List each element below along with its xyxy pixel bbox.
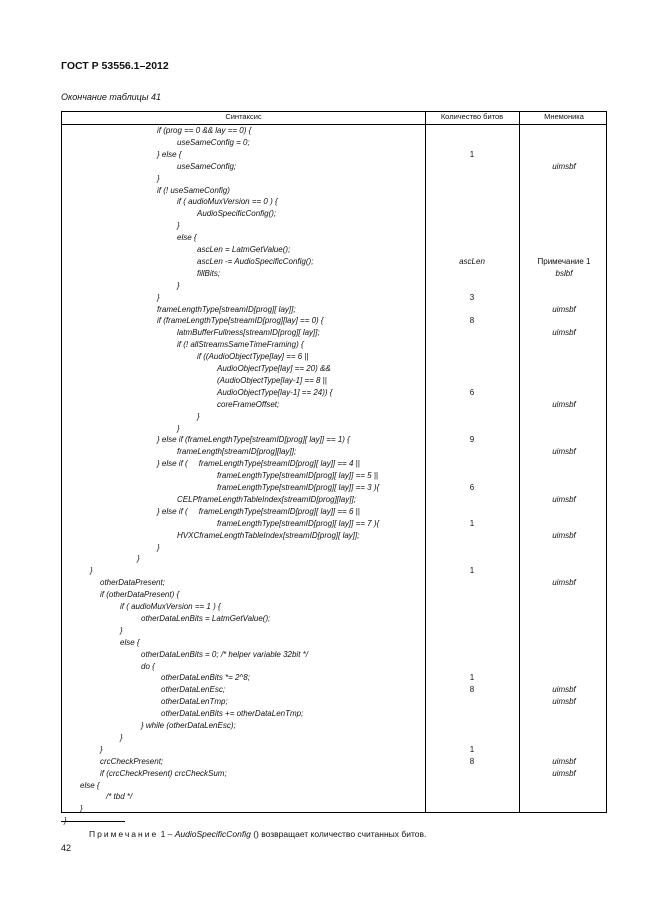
table-row <box>62 542 606 553</box>
syntax-cell: frameLengthType[streamID[prog][ lay]]; <box>157 304 296 314</box>
table-row <box>62 780 606 791</box>
table-row <box>62 458 606 469</box>
syntax-cell: otherDataLenEsc; <box>161 685 226 695</box>
syntax-cell: else { <box>80 780 100 790</box>
syntax-cell: } <box>157 542 160 552</box>
bits-cell: 1 <box>469 566 475 576</box>
table-row <box>62 791 606 802</box>
syntax-cell: } <box>177 280 180 290</box>
syntax-cell: AudioSpecificConfig(); <box>197 209 277 219</box>
mnemonic-cell: uimsbf <box>552 399 576 409</box>
mnemonic-cell: uimsbf <box>552 578 576 588</box>
table-row <box>62 315 606 326</box>
syntax-cell: if ((AudioObjectType[lay] == 6 || <box>197 352 309 362</box>
table-row <box>62 399 606 410</box>
bits-cell: 9 <box>469 435 475 445</box>
mnemonic-cell: uimsbf <box>552 530 576 540</box>
table-row <box>62 506 606 517</box>
syntax-cell: otherDataPresent; <box>100 578 165 588</box>
bits-cell: 6 <box>469 483 475 492</box>
syntax-cell: /* tbd */ <box>106 792 133 802</box>
mnemonic-cell: uimsbf <box>552 328 576 338</box>
syntax-cell: else { <box>177 233 197 243</box>
table-row <box>62 637 606 648</box>
syntax-cell: } <box>90 566 93 576</box>
bits-cell: 1 <box>469 149 475 159</box>
syntax-cell: if (frameLengthType[streamID[prog][lay] == 0) { <box>157 316 324 326</box>
syntax-cell: if ( audioMuxVersion == 1 ) { <box>120 602 221 611</box>
syntax-cell: fillBits; <box>197 268 221 278</box>
mnemonic-cell: uimsbf <box>552 756 576 766</box>
syntax-cell: } <box>64 816 67 826</box>
mnemonic-cell: uimsbf <box>552 685 576 695</box>
table-row <box>62 220 606 231</box>
syntax-cell: } else if ( frameLengthType[streamID[prog][ lay]] == 4 || <box>157 459 360 469</box>
syntax-cell: } <box>177 423 180 433</box>
table-row <box>62 173 606 184</box>
table-row <box>62 434 606 445</box>
table-row <box>62 149 606 160</box>
footnote-term: AudioSpecificConfig <box>174 829 251 839</box>
syntax-cell: } <box>100 744 103 754</box>
mnemonic-cell: uimsbf <box>552 697 576 707</box>
table-row <box>62 661 606 672</box>
syntax-cell: ascLen = LatmGetValue(); <box>197 245 291 254</box>
mnemonic-cell: uimsbf <box>552 768 576 778</box>
table-row <box>62 565 606 576</box>
syntax-cell: coreFrameOffset; <box>217 399 280 409</box>
footnote-separator <box>61 821 125 822</box>
syntax-cell: frameLengthType[streamID[prog][ lay]] == 7 ){ <box>217 518 380 528</box>
table-row <box>62 387 606 398</box>
syntax-table <box>61 111 607 826</box>
syntax-cell: } <box>80 804 83 814</box>
table-row <box>62 518 606 529</box>
table-row <box>62 446 606 457</box>
table-header <box>62 112 606 125</box>
table-row <box>62 672 606 683</box>
table-row <box>62 756 606 767</box>
standard-designation: ГОСТ Р 53556.1–2012 <box>61 60 169 72</box>
table-row <box>62 530 606 541</box>
table-row <box>62 649 606 660</box>
bits-cell: 8 <box>469 685 475 695</box>
syntax-cell: } <box>177 221 180 231</box>
table-row <box>62 185 606 196</box>
bits-cell: 8 <box>469 756 475 766</box>
syntax-cell: } else { <box>157 149 182 159</box>
table-row <box>62 601 606 612</box>
syntax-cell: if ( audioMuxVersion == 0 ) { <box>177 197 278 207</box>
syntax-cell: } else if ( frameLengthType[streamID[prog][ lay]] == 6 || <box>157 506 360 516</box>
syntax-cell: } <box>197 411 200 421</box>
syntax-cell: } <box>120 625 123 635</box>
table-row <box>62 304 606 315</box>
table-row <box>62 292 606 303</box>
table-row <box>62 256 606 267</box>
table-row <box>62 494 606 505</box>
syntax-cell: else { <box>120 637 140 647</box>
table-row <box>62 732 606 743</box>
mnemonic-cell: uimsbf <box>552 494 576 504</box>
syntax-cell: otherDataLenBits += otherDataLenTmp; <box>161 709 304 719</box>
syntax-cell: } <box>157 292 160 302</box>
table-row <box>62 768 606 779</box>
syntax-cell: (AudioObjectType[lay-1] == 8 || <box>217 375 327 385</box>
table-row <box>62 339 606 350</box>
footnote-number: 1 <box>158 829 166 839</box>
mnemonic-cell: bslbf <box>555 268 573 278</box>
syntax-cell: do { <box>141 661 155 671</box>
bits-cell: 1 <box>469 673 475 683</box>
table-row <box>62 803 606 814</box>
syntax-cell: AudioObjectType[lay-1] == 24)) { <box>217 387 333 397</box>
table-row <box>62 625 606 636</box>
syntax-cell: ascLen -= AudioSpecificConfig(); <box>197 256 314 266</box>
table-row <box>62 137 606 148</box>
syntax-cell: frameLengthType[streamID[prog][ lay]] == 5 || <box>217 471 378 481</box>
table-row <box>62 196 606 207</box>
syntax-cell: otherDataLenBits = LatmGetValue(); <box>141 613 271 623</box>
table-row <box>62 589 606 600</box>
bits-cell: 1 <box>469 744 475 754</box>
syntax-cell: if (! useSameConfig) <box>157 185 230 195</box>
table-row <box>62 423 606 434</box>
syntax-cell: if (crcCheckPresent) crcCheckSum; <box>100 768 227 778</box>
column-header-mnemonic: Мнемоника <box>544 112 584 121</box>
table-row <box>62 375 606 386</box>
syntax-cell: } <box>120 732 123 742</box>
syntax-cell: if (otherDataPresent) { <box>100 590 180 600</box>
syntax-cell: AudioObjectType[lay] == 20) && <box>217 364 331 373</box>
footnote-label: Примечание <box>89 829 159 839</box>
mnemonic-cell: uimsbf <box>552 161 576 171</box>
mnemonic-cell: uimsbf <box>552 447 576 457</box>
table-row <box>62 351 606 362</box>
syntax-cell: frameLength[streamID[prog][lay]]; <box>177 447 297 457</box>
syntax-cell: } else if (frameLengthType[streamID[prog][ lay]] == 1) { <box>157 435 350 445</box>
table-row <box>62 125 606 136</box>
bits-cell: ascLen <box>459 256 485 266</box>
syntax-cell: crcCheckPresent; <box>100 756 164 766</box>
table-row <box>62 411 606 422</box>
syntax-cell: useSameConfig; <box>177 161 237 171</box>
syntax-cell: } while (otherDataLenEsc); <box>141 721 236 730</box>
table-row <box>62 684 606 695</box>
footnote-dash: – <box>165 829 175 839</box>
table-row <box>62 208 606 219</box>
mnemonic-cell: Примечание 1 <box>537 256 591 266</box>
table-row <box>62 470 606 481</box>
syntax-cell: } <box>137 554 140 564</box>
column-header-syntax: Синтаксис <box>225 112 262 121</box>
syntax-cell: if (! allStreamsSameTimeFraming) { <box>177 340 304 350</box>
mnemonic-cell: uimsbf <box>552 304 576 314</box>
table-row <box>62 696 606 707</box>
page-number: 42 <box>61 843 72 853</box>
table-row <box>62 232 606 243</box>
table-row <box>62 327 606 338</box>
bits-cell: 3 <box>469 292 475 302</box>
column-header-bits: Количество битов <box>440 112 504 121</box>
table-caption: Окончание таблицы 41 <box>61 92 161 102</box>
table-row <box>62 280 606 291</box>
footnote <box>89 829 426 839</box>
syntax-cell: otherDataLenTmp; <box>161 697 228 707</box>
table-row <box>62 613 606 624</box>
footnote-text: () возвращает количество считанных битов. <box>250 829 427 839</box>
syntax-cell: HVXCframeLengthTableIndex[streamID[prog][ lay]]; <box>177 530 360 540</box>
syntax-cell: otherDataLenBits *= 2^8; <box>161 673 250 683</box>
table-row <box>62 482 606 493</box>
syntax-cell: latmBufferFullness[streamID[prog][ lay]]; <box>177 328 320 338</box>
syntax-cell: CELPframeLengthTableIndex[streamID[prog][lay]]; <box>177 494 356 504</box>
table-row <box>62 553 606 564</box>
syntax-cell: } <box>157 173 160 183</box>
bits-cell: 6 <box>469 387 475 397</box>
table-row <box>62 815 606 826</box>
table-row <box>62 708 606 719</box>
table-row <box>62 720 606 731</box>
syntax-cell: if (prog == 0 && lay == 0) { <box>157 126 252 135</box>
table-row <box>62 161 606 172</box>
table-row <box>62 268 606 279</box>
table-row <box>62 744 606 755</box>
bits-cell: 8 <box>469 316 475 326</box>
table-row <box>62 244 606 255</box>
bits-cell: 1 <box>469 518 475 528</box>
syntax-cell: useSameConfig = 0; <box>177 137 250 147</box>
table-row <box>62 577 606 588</box>
table-row <box>62 363 606 374</box>
syntax-cell: frameLengthType[streamID[prog][ lay]] == 3 ){ <box>217 483 380 492</box>
syntax-cell: otherDataLenBits = 0; /* helper variable 32bit */ <box>141 649 308 659</box>
